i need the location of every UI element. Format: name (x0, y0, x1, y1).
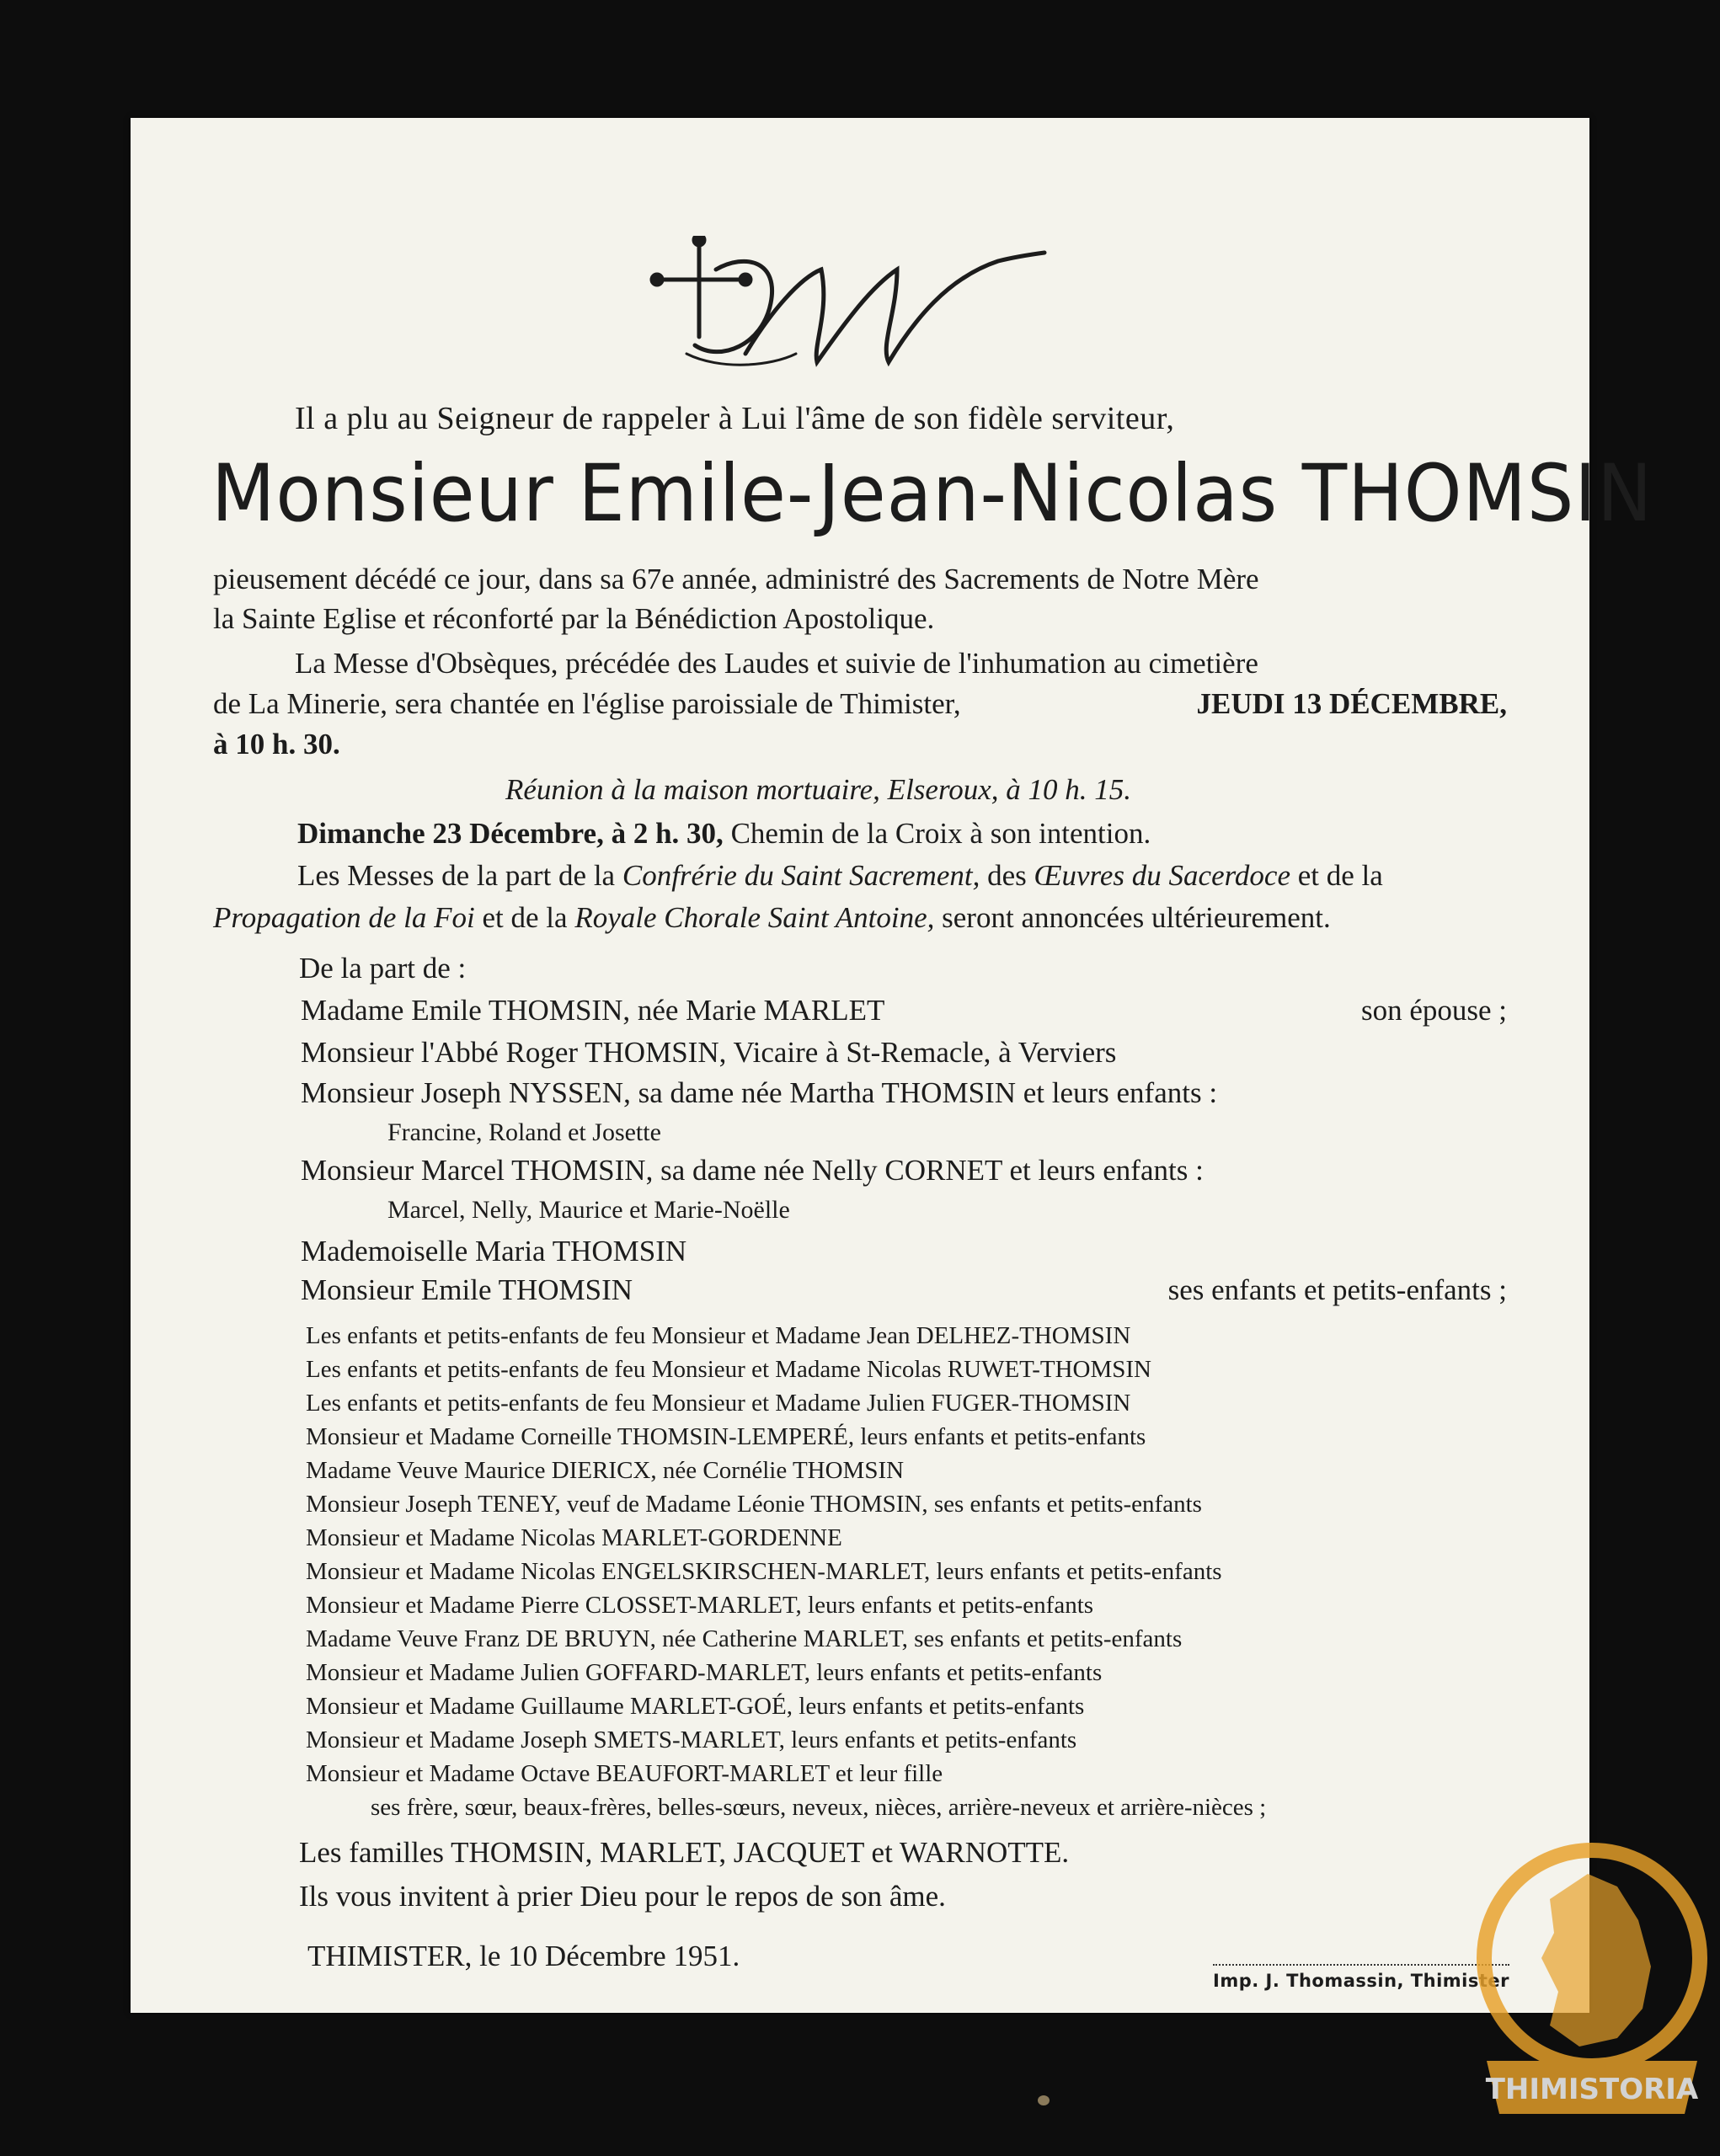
relative-row: Monsieur et Madame Pierre CLOSSET-MARLET, leurs enfants et petits-enfants (306, 1592, 1094, 1619)
family-row: Monsieur Marcel THOMSIN, sa dame née Nelly CORNET et leurs enfants : (301, 1154, 1204, 1187)
invite-line: Ils vous invitent à prier Dieu pour le repos de son âme. (299, 1880, 946, 1913)
funeral-date: JEUDI 13 DÉCEMBRE, (1196, 687, 1507, 720)
place-date: THIMISTER, le 10 Décembre 1951. (307, 1940, 740, 1972)
family-children: Francine, Roland et Josette (387, 1118, 661, 1146)
printer-credit: Imp. J. Thomassin, Thimister (1213, 1964, 1509, 1991)
intro-line: Il a plu au Seigneur de rappeler à Lui l'âme de son fidèle serviteur, (295, 401, 1175, 436)
messes-line-2 (213, 903, 1507, 932)
siblings-line: ses frère, sœur, beaux-frères, belles-sœurs, neveux, nièces, arrière-neveux et arrière-nièces ; (371, 1794, 1267, 1821)
reunion-line: Réunion à la maison mortuaire, Elseroux, à 10 h. 15. (505, 773, 1132, 806)
relative-row: Monsieur et Madame Julien GOFFARD-MARLET, leurs enfants et petits-enfants (306, 1659, 1103, 1686)
watermark-text: THIMISTORIA (1485, 2073, 1699, 2106)
relative-row: Monsieur et Madame Corneille THOMSIN-LEMPERÉ, leurs enfants et petits-enfants (306, 1423, 1146, 1450)
dimanche-date: Dimanche 23 Décembre, à 2 h. 30, (297, 817, 724, 850)
relative-row: Madame Veuve Maurice DIERICX, née Cornélie THOMSIN (306, 1457, 905, 1484)
dimanche-text: Chemin de la Croix à son intention. (730, 817, 1151, 850)
family-row: Mademoiselle Maria THOMSIN (301, 1235, 687, 1267)
oeuvres: Œuvres du Sacerdoce (1034, 859, 1290, 892)
relative-row: Monsieur et Madame Octave BEAUFORT-MARLET et leur fille (306, 1760, 943, 1787)
deceased-name: Monsieur Emile-Jean-Nicolas THOMSIN (211, 448, 1653, 540)
family-row: Monsieur Joseph NYSSEN, sa dame née Martha THOMSIN et leurs enfants : (301, 1076, 1218, 1109)
relative-row: Monsieur et Madame Joseph SMETS-MARLET, leurs enfants et petits-enfants (306, 1726, 1077, 1753)
paragraph-2-line-2 (213, 689, 1507, 718)
paragraph-1-line-1: pieusement décédé ce jour, dans sa 67e année, administré des Sacrements de Notre Mère (213, 563, 1259, 595)
relative-row: Les enfants et petits-enfants de feu Monsieur et Madame Jean DELHEZ-THOMSIN (306, 1322, 1131, 1349)
dimanche-line (297, 819, 1507, 848)
relative-row: Monsieur et Madame Guillaume MARLET-GOÉ, leurs enfants et petits-enfants (306, 1693, 1085, 1720)
family-row (301, 1275, 1507, 1305)
ses-enfants: ses enfants et petits-enfants ; (1167, 1273, 1507, 1306)
paper-speck (1038, 2095, 1050, 2105)
relative-row: Les enfants et petits-enfants de feu Monsieur et Madame Nicolas RUWET-THOMSIN (306, 1356, 1151, 1383)
messes-text-a: Les Messes de la part de la (297, 859, 616, 892)
messes-text-e: et de la (1297, 859, 1383, 892)
messes-text-c: des (987, 859, 1027, 892)
family-row (301, 995, 1507, 1025)
messes-text-d2: seront annoncées ultérieurement. (942, 901, 1331, 934)
family-row: Monsieur l'Abbé Roger THOMSIN, Vicaire à St-Remacle, à Verviers (301, 1036, 1117, 1069)
relative-row: Les enfants et petits-enfants de feu Monsieur et Madame Julien FUGER-THOMSIN (306, 1390, 1131, 1417)
family-children: Marcel, Nelly, Maurice et Marie-Noëlle (387, 1196, 790, 1224)
messes-text-b2: et de la (482, 901, 568, 934)
propagation: Propagation de la Foi (213, 901, 475, 934)
de-la-part: De la part de : (299, 952, 467, 985)
relative-row: Monsieur et Madame Nicolas ENGELSKIRSCHEN-MARLET, leurs enfants et petits-enfants (306, 1558, 1222, 1585)
relative-row: Monsieur et Madame Nicolas MARLET-GORDENNE (306, 1524, 842, 1551)
paragraph-1-line-2: la Sainte Eglise et réconforté par la Bénédiction Apostolique. (213, 602, 935, 635)
monogram-cross-m-icon (644, 236, 1049, 379)
paragraph-2-text: de La Minerie, sera chantée en l'église paroissiale de Thimister, (213, 687, 961, 720)
family-item: Madame Emile THOMSIN, née Marie MARLET (301, 994, 885, 1027)
relative-row: Madame Veuve Franz DE BRUYN, née Catherine MARLET, ses enfants et petits-enfants (306, 1625, 1183, 1652)
obituary-card (131, 118, 1653, 2013)
chorale: Royale Chorale Saint Antoine, (574, 901, 935, 934)
son-epouse: son épouse ; (1360, 994, 1507, 1027)
confrerie: Confrérie du Saint Sacrement, (622, 859, 980, 892)
family-item: Monsieur Emile THOMSIN (301, 1273, 633, 1306)
messes-line-1 (297, 861, 1507, 890)
familles-line: Les familles THOMSIN, MARLET, JACQUET et WARNOTTE. (299, 1836, 1070, 1869)
thimistoria-logo (1470, 1840, 1714, 2127)
paragraph-2-line-1: La Messe d'Obsèques, précédée des Laudes et suivie de l'inhumation au cimetière (295, 647, 1258, 680)
funeral-time: à 10 h. 30. (213, 728, 340, 760)
relative-row: Monsieur Joseph TENEY, veuf de Madame Léonie THOMSIN, ses enfants et petits-enfants (306, 1491, 1202, 1518)
